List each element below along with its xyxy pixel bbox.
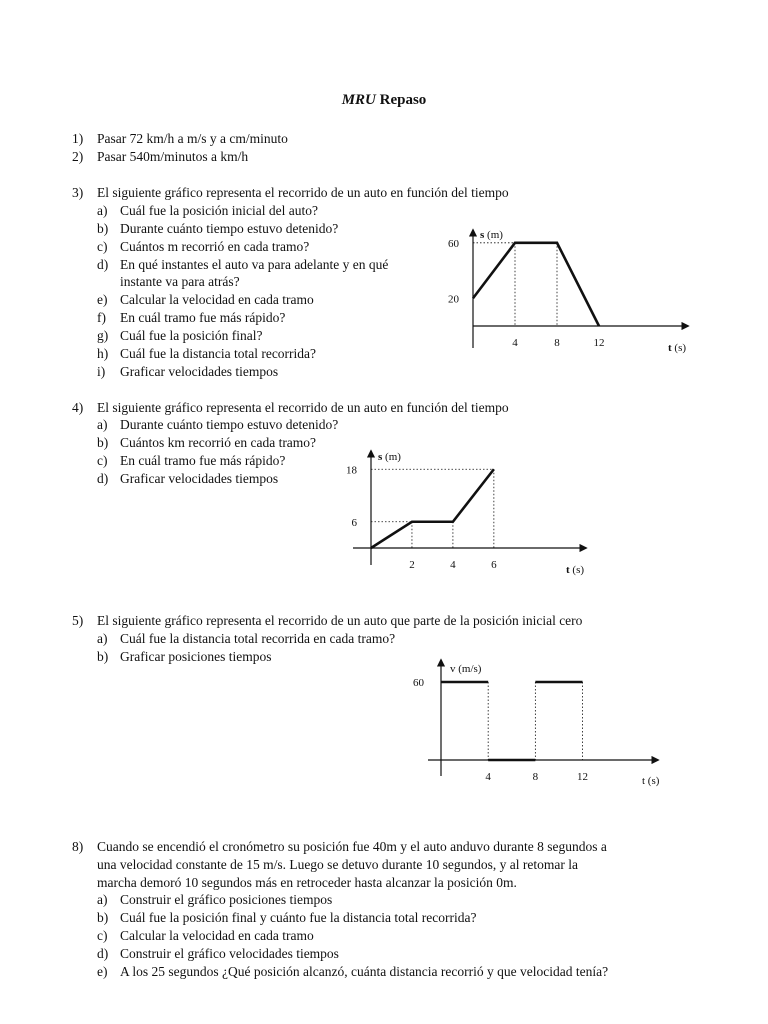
question-text: El siguiente gráfico representa el recorrido de un auto que parte de la posición inicial cero — [97, 613, 583, 628]
chart-position-time-2 — [328, 443, 598, 583]
chart-velocity-time — [400, 656, 668, 792]
list-item: e) Calcular la velocidad en cada tramo — [97, 292, 314, 307]
question-1 — [72, 130, 288, 148]
list-item-continuation: instante va para atrás? — [120, 274, 240, 289]
list-item: a) Cuál fue la distancia total recorrida en cada tramo? — [97, 631, 396, 646]
question-number: 8) — [72, 839, 84, 854]
y-axis-label: s (m) — [480, 229, 503, 241]
list-item: b) Graficar posiciones tiempos — [97, 649, 272, 664]
x-axis-label: t (s) — [668, 342, 687, 354]
y-axis-label: s (m) — [378, 451, 401, 463]
list-item: a) Durante cuánto tiempo estuvo detenido? — [97, 417, 339, 432]
series-line — [371, 469, 494, 548]
x-tick-label: 4 — [512, 337, 518, 349]
x-tick-label: 2 — [409, 559, 415, 571]
question-text: El siguiente gráfico representa el recorrido de un auto en función del tiempo — [97, 185, 509, 200]
title-italic: MRU — [341, 92, 376, 108]
x-tick-label: 4 — [450, 559, 456, 571]
list-item: f) En cuál tramo fue más rápido? — [97, 310, 286, 325]
question-text-continuation: marcha demoró 10 segundos más en retroceder hasta alcanzar la posición 0m. — [97, 875, 517, 890]
y-axis-label: v (m/s) — [450, 663, 482, 675]
list-item: d) En qué instantes el auto va para adelante y en qué — [97, 257, 389, 272]
list-item: b) Cuántos km recorrió en cada tramo? — [97, 435, 317, 450]
x-tick-label: 12 — [593, 337, 605, 349]
page-title — [0, 92, 768, 109]
list-item: d) Graficar velocidades tiempos — [97, 471, 279, 486]
question-number: 4) — [72, 400, 84, 415]
x-tick-label: 4 — [485, 771, 491, 783]
question-2 — [72, 148, 248, 166]
question-text: Cuando se encendió el cronómetro su posición fue 40m y el auto anduvo durante 8 segundos a — [97, 839, 607, 854]
list-item: d) Construir el gráfico velocidades tiempos — [97, 946, 339, 961]
x-tick-label: 6 — [491, 559, 497, 571]
question-number: 1) — [72, 131, 84, 146]
list-item: c) Cuántos m recorrió en cada tramo? — [97, 239, 310, 254]
x-tick-label: 12 — [577, 771, 589, 783]
x-tick-label: 8 — [532, 771, 539, 783]
y-tick-label: 60 — [413, 677, 424, 689]
list-item: e) A los 25 segundos ¿Qué posición alcanzó, cuánta distancia recorrió y que velocidad tenía? — [97, 964, 609, 979]
y-tick-label: 18 — [346, 464, 357, 477]
list-item: b) Durante cuánto tiempo estuvo detenido? — [97, 221, 339, 236]
question-number: 3) — [72, 185, 84, 200]
list-item: a) Construir el gráfico posiciones tiempos — [97, 892, 333, 907]
list-item: c) En cuál tramo fue más rápido? — [97, 453, 286, 468]
x-axis-label: t (s) — [566, 564, 585, 576]
chart-position-time-1 — [430, 222, 698, 362]
y-tick-label: 20 — [448, 293, 459, 306]
y-tick-label: 60 — [448, 237, 459, 250]
list-item: b) Cuál fue la posición final y cuánto fue la distancia total recorrida? — [97, 910, 477, 925]
question-3 — [72, 184, 509, 202]
question-text-continuation: una velocidad constante de 15 m/s. Luego se detuvo durante 10 segundos, y al retomar la — [97, 857, 578, 872]
series-line — [473, 243, 599, 326]
list-item: c) Calcular la velocidad en cada tramo — [97, 928, 314, 943]
list-item: a) Cuál fue la posición inicial del auto? — [97, 203, 318, 218]
question-text: Pasar 540m/minutos a km/h — [97, 149, 249, 164]
list-item: h) Cuál fue la distancia total recorrida? — [97, 346, 317, 361]
list-item: i) Graficar velocidades tiempos — [97, 364, 279, 379]
question-8 — [72, 838, 607, 856]
question-text: Pasar 72 km/h a m/s y a cm/minuto — [97, 131, 288, 146]
question-text: El siguiente gráfico representa el recorrido de un auto en función del tiempo — [97, 400, 509, 415]
x-tick-label: 8 — [554, 337, 560, 349]
question-4 — [72, 399, 509, 417]
list-item: g) Cuál fue la posición final? — [97, 328, 263, 343]
y-tick-label: 6 — [351, 516, 357, 529]
x-axis-label: t (s) — [642, 775, 660, 787]
question-5 — [72, 612, 582, 630]
question-number: 5) — [72, 613, 84, 628]
title-rest: Repaso — [375, 92, 427, 108]
question-number: 2) — [72, 149, 84, 164]
